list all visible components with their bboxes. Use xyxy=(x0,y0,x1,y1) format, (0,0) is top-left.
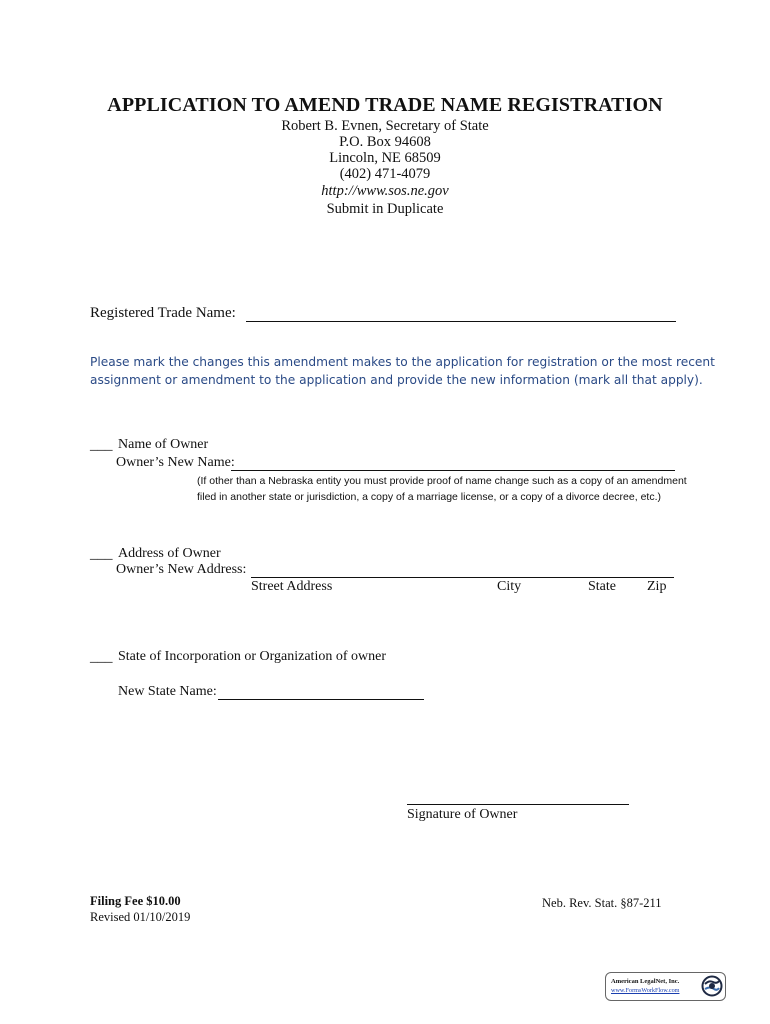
name-owner-checkbox[interactable]: ___ xyxy=(90,437,113,453)
state-incorp-checkbox[interactable]: ___ xyxy=(90,649,113,665)
city-caption: City xyxy=(497,579,522,594)
street-address-caption: Street Address xyxy=(251,579,333,594)
owner-new-name-field[interactable] xyxy=(231,470,675,471)
forms-workflow-badge[interactable] xyxy=(605,972,726,1001)
instructions xyxy=(90,353,750,389)
submit-note: Submit in Duplicate xyxy=(326,201,444,217)
secretary-name: Robert B. Evnen, Secretary of State xyxy=(281,118,489,134)
badge-url[interactable]: www.FormsWorkFlow.com xyxy=(611,987,680,994)
registered-trade-name-label: Registered Trade Name: xyxy=(90,305,236,321)
owner-new-name-label: Owner’s New Name: xyxy=(116,455,235,470)
form-title: APPLICATION TO AMEND TRADE NAME REGISTRATION xyxy=(107,94,663,116)
instructions-line-2: assignment or amendment to the application and provide the new information (mark all that apply). xyxy=(90,373,703,387)
zip-caption: Zip xyxy=(647,579,667,594)
statute-reference: Neb. Rev. Stat. §87-211 xyxy=(542,896,662,910)
registered-trade-name-field[interactable] xyxy=(246,321,676,322)
name-owner-label: Name of Owner xyxy=(118,437,209,452)
name-change-note xyxy=(197,473,687,505)
new-state-name-label: New State Name: xyxy=(118,684,217,699)
name-change-note-line-2: filed in another state or jurisdiction, a copy of a marriage license, or a copy of a divorce decree, etc.) xyxy=(197,491,661,503)
city-zip: Lincoln, NE 68509 xyxy=(329,150,441,166)
state-caption: State xyxy=(588,579,616,594)
owner-new-address-field[interactable] xyxy=(251,577,674,578)
address-owner-label: Address of Owner xyxy=(118,546,221,561)
phone-number: (402) 471-4079 xyxy=(339,166,431,182)
state-incorp-label: State of Incorporation or Organization of owner xyxy=(118,649,386,664)
filing-fee: Filing Fee $10.00 xyxy=(90,894,181,908)
website-link[interactable]: http://www.sos.ne.gov xyxy=(321,183,449,199)
po-box: P.O. Box 94608 xyxy=(339,134,431,150)
revised-date: Revised 01/10/2019 xyxy=(90,910,191,924)
owner-new-address-label: Owner’s New Address: xyxy=(116,562,247,577)
name-change-note-line-1: (If other than a Nebraska entity you must provide proof of name change such as a copy of an amendment xyxy=(197,475,687,487)
new-state-name-field[interactable] xyxy=(218,699,424,700)
address-owner-checkbox[interactable]: ___ xyxy=(90,546,113,562)
signature-line[interactable] xyxy=(407,804,629,805)
globe-icon xyxy=(701,975,723,997)
instructions-line-1: Please mark the changes this amendment makes to the application for registration or the most recent xyxy=(90,355,715,369)
signature-label: Signature of Owner xyxy=(407,807,518,822)
badge-company: American LegalNet, Inc. xyxy=(611,978,680,985)
